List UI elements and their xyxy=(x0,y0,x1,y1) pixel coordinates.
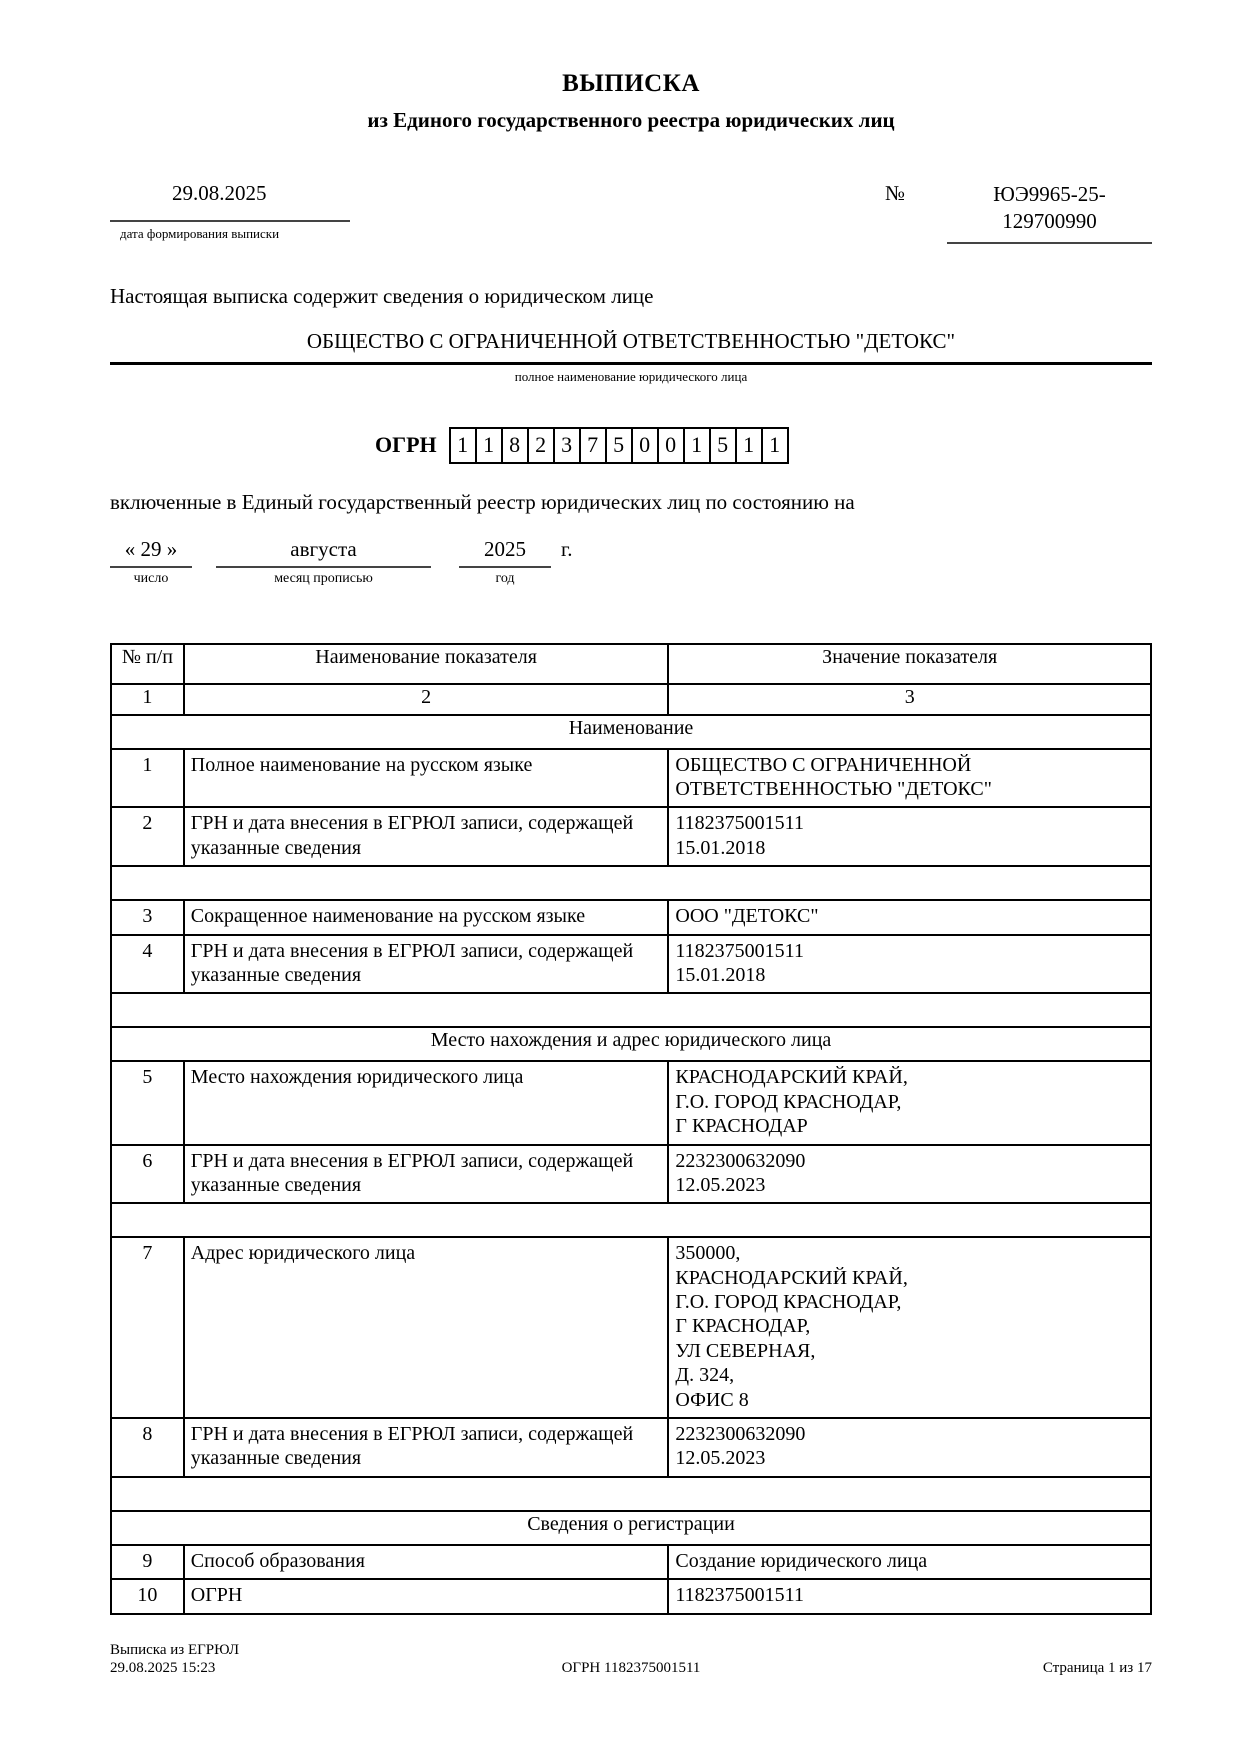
table-row xyxy=(111,1545,1151,1579)
as-of-day: « 29 » xyxy=(110,537,192,568)
header-meta-row xyxy=(110,181,1152,244)
company-name-label: полное наименование юридического лица xyxy=(514,368,748,384)
value-line: 2232300632090 xyxy=(675,1423,806,1446)
ogrn-digit-box: 1 xyxy=(449,427,477,464)
column-number-2: 2 xyxy=(184,684,669,715)
value-line: УЛ СЕВЕРНАЯ, xyxy=(675,1339,816,1362)
value-line: Д. 324, xyxy=(675,1364,735,1387)
footer-page-number: Страница 1 из 17 xyxy=(1042,1660,1152,1677)
row-number: 10 xyxy=(111,1579,184,1613)
value-line: Г КРАСНОДАР, xyxy=(675,1315,811,1338)
value-line: 15.01.2018 xyxy=(675,963,766,986)
ogrn-digit-box: 1 xyxy=(735,427,763,464)
section-row xyxy=(111,715,1151,749)
column-number-1: 1 xyxy=(111,684,184,715)
as-of-day-label: число xyxy=(133,570,169,586)
register-table-body xyxy=(111,644,1151,1614)
document-subtitle: из Единого государственного реестра юридических лиц xyxy=(367,108,895,132)
table-row xyxy=(111,1237,1151,1418)
indicator-value xyxy=(668,900,1151,934)
spacer-cell xyxy=(111,866,1151,900)
value-line: КРАСНОДАРСКИЙ КРАЙ, xyxy=(675,1266,908,1289)
document-number-block xyxy=(885,181,1152,244)
ogrn-digit-boxes xyxy=(449,427,789,464)
indicator-value xyxy=(668,1579,1151,1613)
row-number: 2 xyxy=(111,807,184,866)
value-line: 1182375001511 xyxy=(675,812,804,835)
value-line: 1182375001511 xyxy=(675,1584,804,1607)
column-number-3: 3 xyxy=(668,684,1151,715)
row-number: 3 xyxy=(111,900,184,934)
as-of-year: 2025 xyxy=(459,537,551,568)
footer-timestamp: 29.08.2025 15:23 xyxy=(110,1660,216,1677)
table-row xyxy=(111,1418,1151,1477)
indicator-name: ГРН и дата внесения в ЕГРЮЛ записи, содержащей указанные сведения xyxy=(184,1418,669,1477)
row-number: 1 xyxy=(111,749,184,808)
section-row xyxy=(111,1511,1151,1545)
spacer-cell xyxy=(111,1477,1151,1511)
indicator-value xyxy=(668,1061,1151,1144)
spacer-row xyxy=(111,866,1151,900)
page-footer xyxy=(110,1641,1152,1679)
spacer-row xyxy=(111,1203,1151,1237)
ogrn-row xyxy=(375,427,1152,464)
indicator-name: ГРН и дата внесения в ЕГРЮЛ записи, содержащей указанные сведения xyxy=(184,1145,669,1204)
as-of-month-unit xyxy=(216,537,431,587)
as-of-year-suffix: г. xyxy=(561,536,573,561)
section-title: Наименование xyxy=(111,715,1151,749)
indicator-name: Адрес юридического лица xyxy=(184,1237,669,1418)
spacer-cell xyxy=(111,993,1151,1027)
table-row xyxy=(111,900,1151,934)
as-of-day-unit xyxy=(110,537,192,587)
ogrn-label: ОГРН xyxy=(375,432,437,458)
indicator-value xyxy=(668,1145,1151,1204)
as-of-date-row xyxy=(110,537,1152,587)
ogrn-digit-box: 1 xyxy=(683,427,711,464)
indicator-name: Полное наименование на русском языке xyxy=(184,749,669,808)
row-number: 4 xyxy=(111,935,184,994)
value-line: 15.01.2018 xyxy=(675,836,766,859)
as-of-year-label: год xyxy=(495,570,515,586)
table-row xyxy=(111,1145,1151,1204)
document-number xyxy=(947,181,1152,244)
value-line: 350000, xyxy=(675,1242,741,1265)
indicator-value xyxy=(668,807,1151,866)
value-line: КРАСНОДАРСКИЙ КРАЙ, xyxy=(675,1066,908,1089)
indicator-value xyxy=(668,1418,1151,1477)
ogrn-digit-box: 8 xyxy=(501,427,529,464)
number-sign: № xyxy=(884,181,905,205)
section-title: Сведения о регистрации xyxy=(111,1511,1151,1545)
indicator-name: Место нахождения юридического лица xyxy=(184,1061,669,1144)
value-line: ОБЩЕСТВО С ОГРАНИЧЕННОЙ xyxy=(675,753,972,776)
column-header-num: № п/п xyxy=(111,644,184,684)
formation-date-block xyxy=(110,181,410,242)
table-row xyxy=(111,749,1151,808)
spacer-row xyxy=(111,1477,1151,1511)
value-line: 2232300632090 xyxy=(675,1149,806,1172)
value-line: Г.О. ГОРОД КРАСНОДАР, xyxy=(675,1291,902,1314)
ogrn-digit-box: 7 xyxy=(579,427,607,464)
row-number: 6 xyxy=(111,1145,184,1204)
row-number: 5 xyxy=(111,1061,184,1144)
value-line: ОТВЕТСТВЕННОСТЬЮ "ДЕТОКС" xyxy=(675,777,992,800)
ogrn-digit-box: 5 xyxy=(605,427,633,464)
spacer-row xyxy=(111,993,1151,1027)
company-full-name: ОБЩЕСТВО С ОГРАНИЧЕННОЙ ОТВЕТСТВЕННОСТЬЮ "ДЕТОКС" xyxy=(110,329,1152,365)
indicator-name: Сокращенное наименование на русском языке xyxy=(184,900,669,934)
value-line: Создание юридического лица xyxy=(675,1549,928,1572)
indicator-value xyxy=(668,1545,1151,1579)
document-number-underline xyxy=(947,242,1152,244)
table-row xyxy=(111,807,1151,866)
document-number-line2: 129700990 xyxy=(1002,209,1097,234)
section-title: Место нахождения и адрес юридического лица xyxy=(111,1027,1151,1061)
value-line: Г КРАСНОДАР xyxy=(675,1115,808,1138)
row-number: 7 xyxy=(111,1237,184,1418)
value-line: 12.05.2023 xyxy=(675,1447,766,1470)
indicator-name: ГРН и дата внесения в ЕГРЮЛ записи, содержащей указанные сведения xyxy=(184,807,669,866)
column-header-value: Значение показателя xyxy=(668,644,1151,684)
indicator-value xyxy=(668,749,1151,808)
column-number-row xyxy=(111,684,1151,715)
ogrn-digit-box: 3 xyxy=(553,427,581,464)
document-number-line1: ЮЭ9965-25- xyxy=(993,182,1106,206)
indicator-value xyxy=(668,935,1151,994)
table-header-row xyxy=(111,644,1151,684)
value-line: 12.05.2023 xyxy=(675,1173,766,1196)
formation-date-label: дата формирования выписки xyxy=(120,226,280,241)
register-table xyxy=(110,643,1152,1615)
row-number: 9 xyxy=(111,1545,184,1579)
table-row xyxy=(111,935,1151,994)
ogrn-digit-box: 0 xyxy=(631,427,659,464)
as-of-year-unit xyxy=(459,537,551,587)
indicator-name: ГРН и дата внесения в ЕГРЮЛ записи, содержащей указанные сведения xyxy=(184,935,669,994)
formation-date: 29.08.2025 xyxy=(172,181,267,205)
ogrn-digit-box: 2 xyxy=(527,427,555,464)
indicator-name: Способ образования xyxy=(184,1545,669,1579)
included-text: включенные в Единый государственный реестр юридических лиц по состоянию на xyxy=(110,489,855,514)
as-of-month: августа xyxy=(216,537,431,568)
document-title: ВЫПИСКА xyxy=(562,70,700,97)
value-line: 1182375001511 xyxy=(675,939,804,962)
intro-text: Настоящая выписка содержит сведения о юридическом лице xyxy=(110,283,654,308)
value-line: ОФИС 8 xyxy=(675,1388,749,1411)
footer-ogrn: ОГРН 1182375001511 xyxy=(561,1660,701,1677)
table-row xyxy=(111,1061,1151,1144)
indicator-name: ОГРН xyxy=(184,1579,669,1613)
footer-left xyxy=(110,1641,454,1679)
as-of-month-label: месяц прописью xyxy=(274,570,373,586)
footer-doc-type: Выписка из ЕГРЮЛ xyxy=(110,1641,239,1658)
row-number: 8 xyxy=(111,1418,184,1477)
ogrn-digit-box: 1 xyxy=(475,427,503,464)
indicator-value xyxy=(668,1237,1151,1418)
value-line: ООО "ДЕТОКС" xyxy=(675,905,819,928)
ogrn-digit-box: 5 xyxy=(709,427,737,464)
column-header-name: Наименование показателя xyxy=(184,644,669,684)
ogrn-digit-box: 1 xyxy=(761,427,789,464)
formation-date-underline xyxy=(110,220,350,222)
value-line: Г.О. ГОРОД КРАСНОДАР, xyxy=(675,1090,902,1113)
spacer-cell xyxy=(111,1203,1151,1237)
ogrn-digit-box: 0 xyxy=(657,427,685,464)
table-row xyxy=(111,1579,1151,1613)
section-row xyxy=(111,1027,1151,1061)
